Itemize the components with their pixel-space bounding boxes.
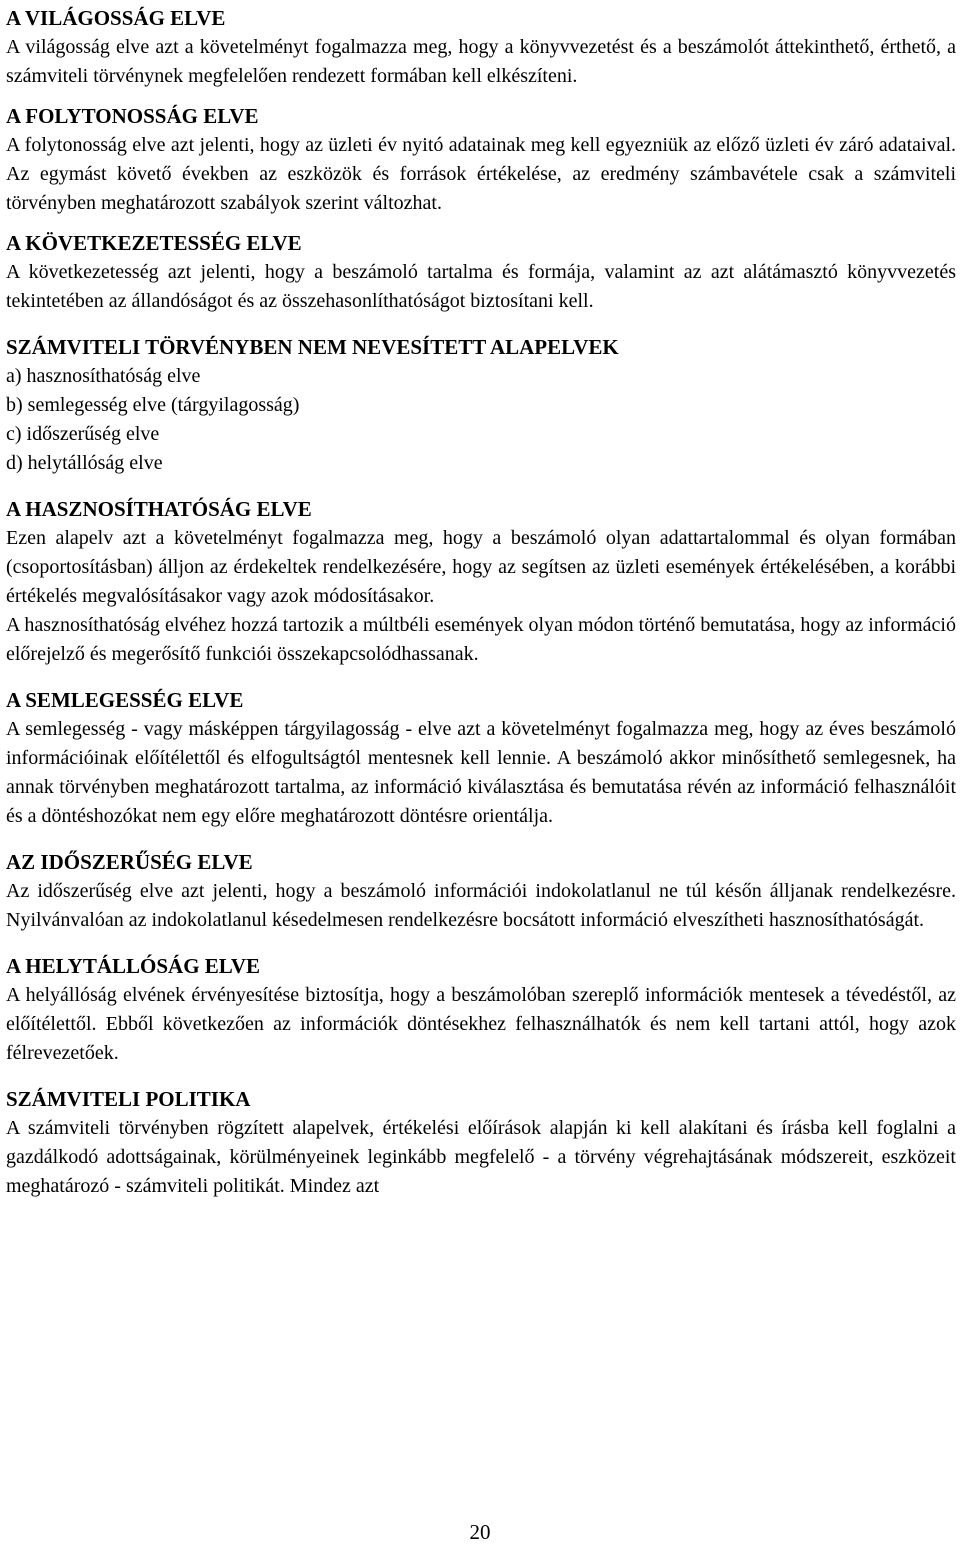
section-hasznosithatosag (6, 495, 956, 669)
section-heading: A FOLYTONOSSÁG ELVE (6, 104, 259, 128)
section-vilagossag (6, 4, 956, 91)
list-item: d) helytállóság elve (6, 452, 163, 474)
section-helytallosag (6, 952, 956, 1068)
section-heading: AZ IDŐSZERŰSÉG ELVE (6, 850, 253, 874)
list-item: a) hasznosíthatóság elve (6, 365, 201, 387)
section-paragraph: A folytonosság elve azt jelenti, hogy az üzleti év nyitó adatainak meg kell egyezniük az előző üzleti év záró adataival. Az egymást követő években az eszközök és források értékelése, az eredmény számbavétele csak a számviteli törvényben meghatározott szabályok szerint változhat. (6, 134, 956, 214)
section-folytonossag (6, 102, 956, 218)
section-heading: SZÁMVITELI POLITIKA (6, 1087, 251, 1111)
list-item: b) semlegesség elve (tárgyilagosság) (6, 394, 300, 416)
section-heading: A VILÁGOSSÁG ELVE (6, 6, 226, 30)
section-paragraph: A semlegesség - vagy másképpen tárgyilagosság - elve azt a követelményt fogalmazza meg, hogy az éves beszámoló információinak előítélettől és elfogultságtól mentesnek kell lennie. A beszámoló akkor minősíthető semlegesnek, ha annak törvényben meghatározott tartalma, az információ kiválasztása és bemutatása révén az információ felhasználóit és a döntéshozókat nem egy előre meghatározott döntésre orientálja. (6, 718, 956, 827)
section-nem-nevesitett-alapelvek (6, 333, 956, 478)
section-paragraph: A számviteli törvényben rögzített alapelvek, értékelési előírások alapján ki kell alakítani és írásba kell foglalni a gazdálkodó adottságainak, körülményeinek leginkább megfelelő - a törvény végrehajtásának módszereit, eszközeit meghatározó - számviteli politikát. Mindez azt (6, 1117, 956, 1197)
section-paragraph: A következetesség azt jelenti, hogy a beszámoló tartalma és formája, valamint az azt alátámasztó könyvvezetés tekintetében az állandóságot és az összehasonlíthatóságot biztosítani kell. (6, 261, 956, 312)
section-paragraph: A világosság elve azt a követelményt fogalmazza meg, hogy a könyvvezetést és a beszámolót áttekinthető, érthető, a számviteli törvénynek megfelelően rendezett formában kell elkészíteni. (6, 36, 956, 87)
section-semlegesseg (6, 686, 956, 831)
section-idoszeruseg (6, 848, 956, 935)
section-szamviteli-politika (6, 1085, 956, 1201)
section-heading: A KÖVETKEZETESSÉG ELVE (6, 231, 302, 255)
section-paragraph: Az időszerűség elve azt jelenti, hogy a beszámoló információi indokolatlanul ne túl későn álljanak rendelkezésre. Nyilvánvalóan az indokolatlanul késedelmesen rendelkezésre bocsátott információ elveszítheti hasznosíthatóságát. (6, 880, 956, 931)
section-paragraph: Ezen alapelv azt a követelményt fogalmazza meg, hogy a beszámoló olyan adattartalommal és olyan formában (csoportosításban) álljon az érdekeltek rendelkezésére, hogy az segítsen az üzleti események értékelésében, a korábbi értékelés megvalósításakor vagy azok módosításakor. (6, 527, 956, 607)
document-page (6, 4, 956, 1201)
section-heading: SZÁMVITELI TÖRVÉNYBEN NEM NEVESÍTETT ALAPELVEK (6, 335, 619, 359)
section-paragraph: A hasznosíthatóság elvéhez hozzá tartozik a múltbéli események olyan módon történő bemutatása, hogy az információ előrejelző és megerősítő funkciói összekapcsolódhassanak. (6, 614, 956, 665)
page-number: 20 (469, 1520, 491, 1544)
section-paragraph: A helyállóság elvének érvényesítése biztosítja, hogy a beszámolóban szereplő információk mentesek a tévedéstől, az előítélettől. Ebből következően az információk döntésekhez felhasználhatók és nem kell tartani attól, hogy azok félrevezetőek. (6, 984, 956, 1064)
section-heading: A SEMLEGESSÉG ELVE (6, 688, 244, 712)
section-heading: A HASZNOSÍTHATÓSÁG ELVE (6, 497, 312, 521)
section-heading: A HELYTÁLLÓSÁG ELVE (6, 954, 261, 978)
list-item: c) időszerűség elve (6, 423, 160, 445)
section-kovetkezetesseg (6, 229, 956, 316)
